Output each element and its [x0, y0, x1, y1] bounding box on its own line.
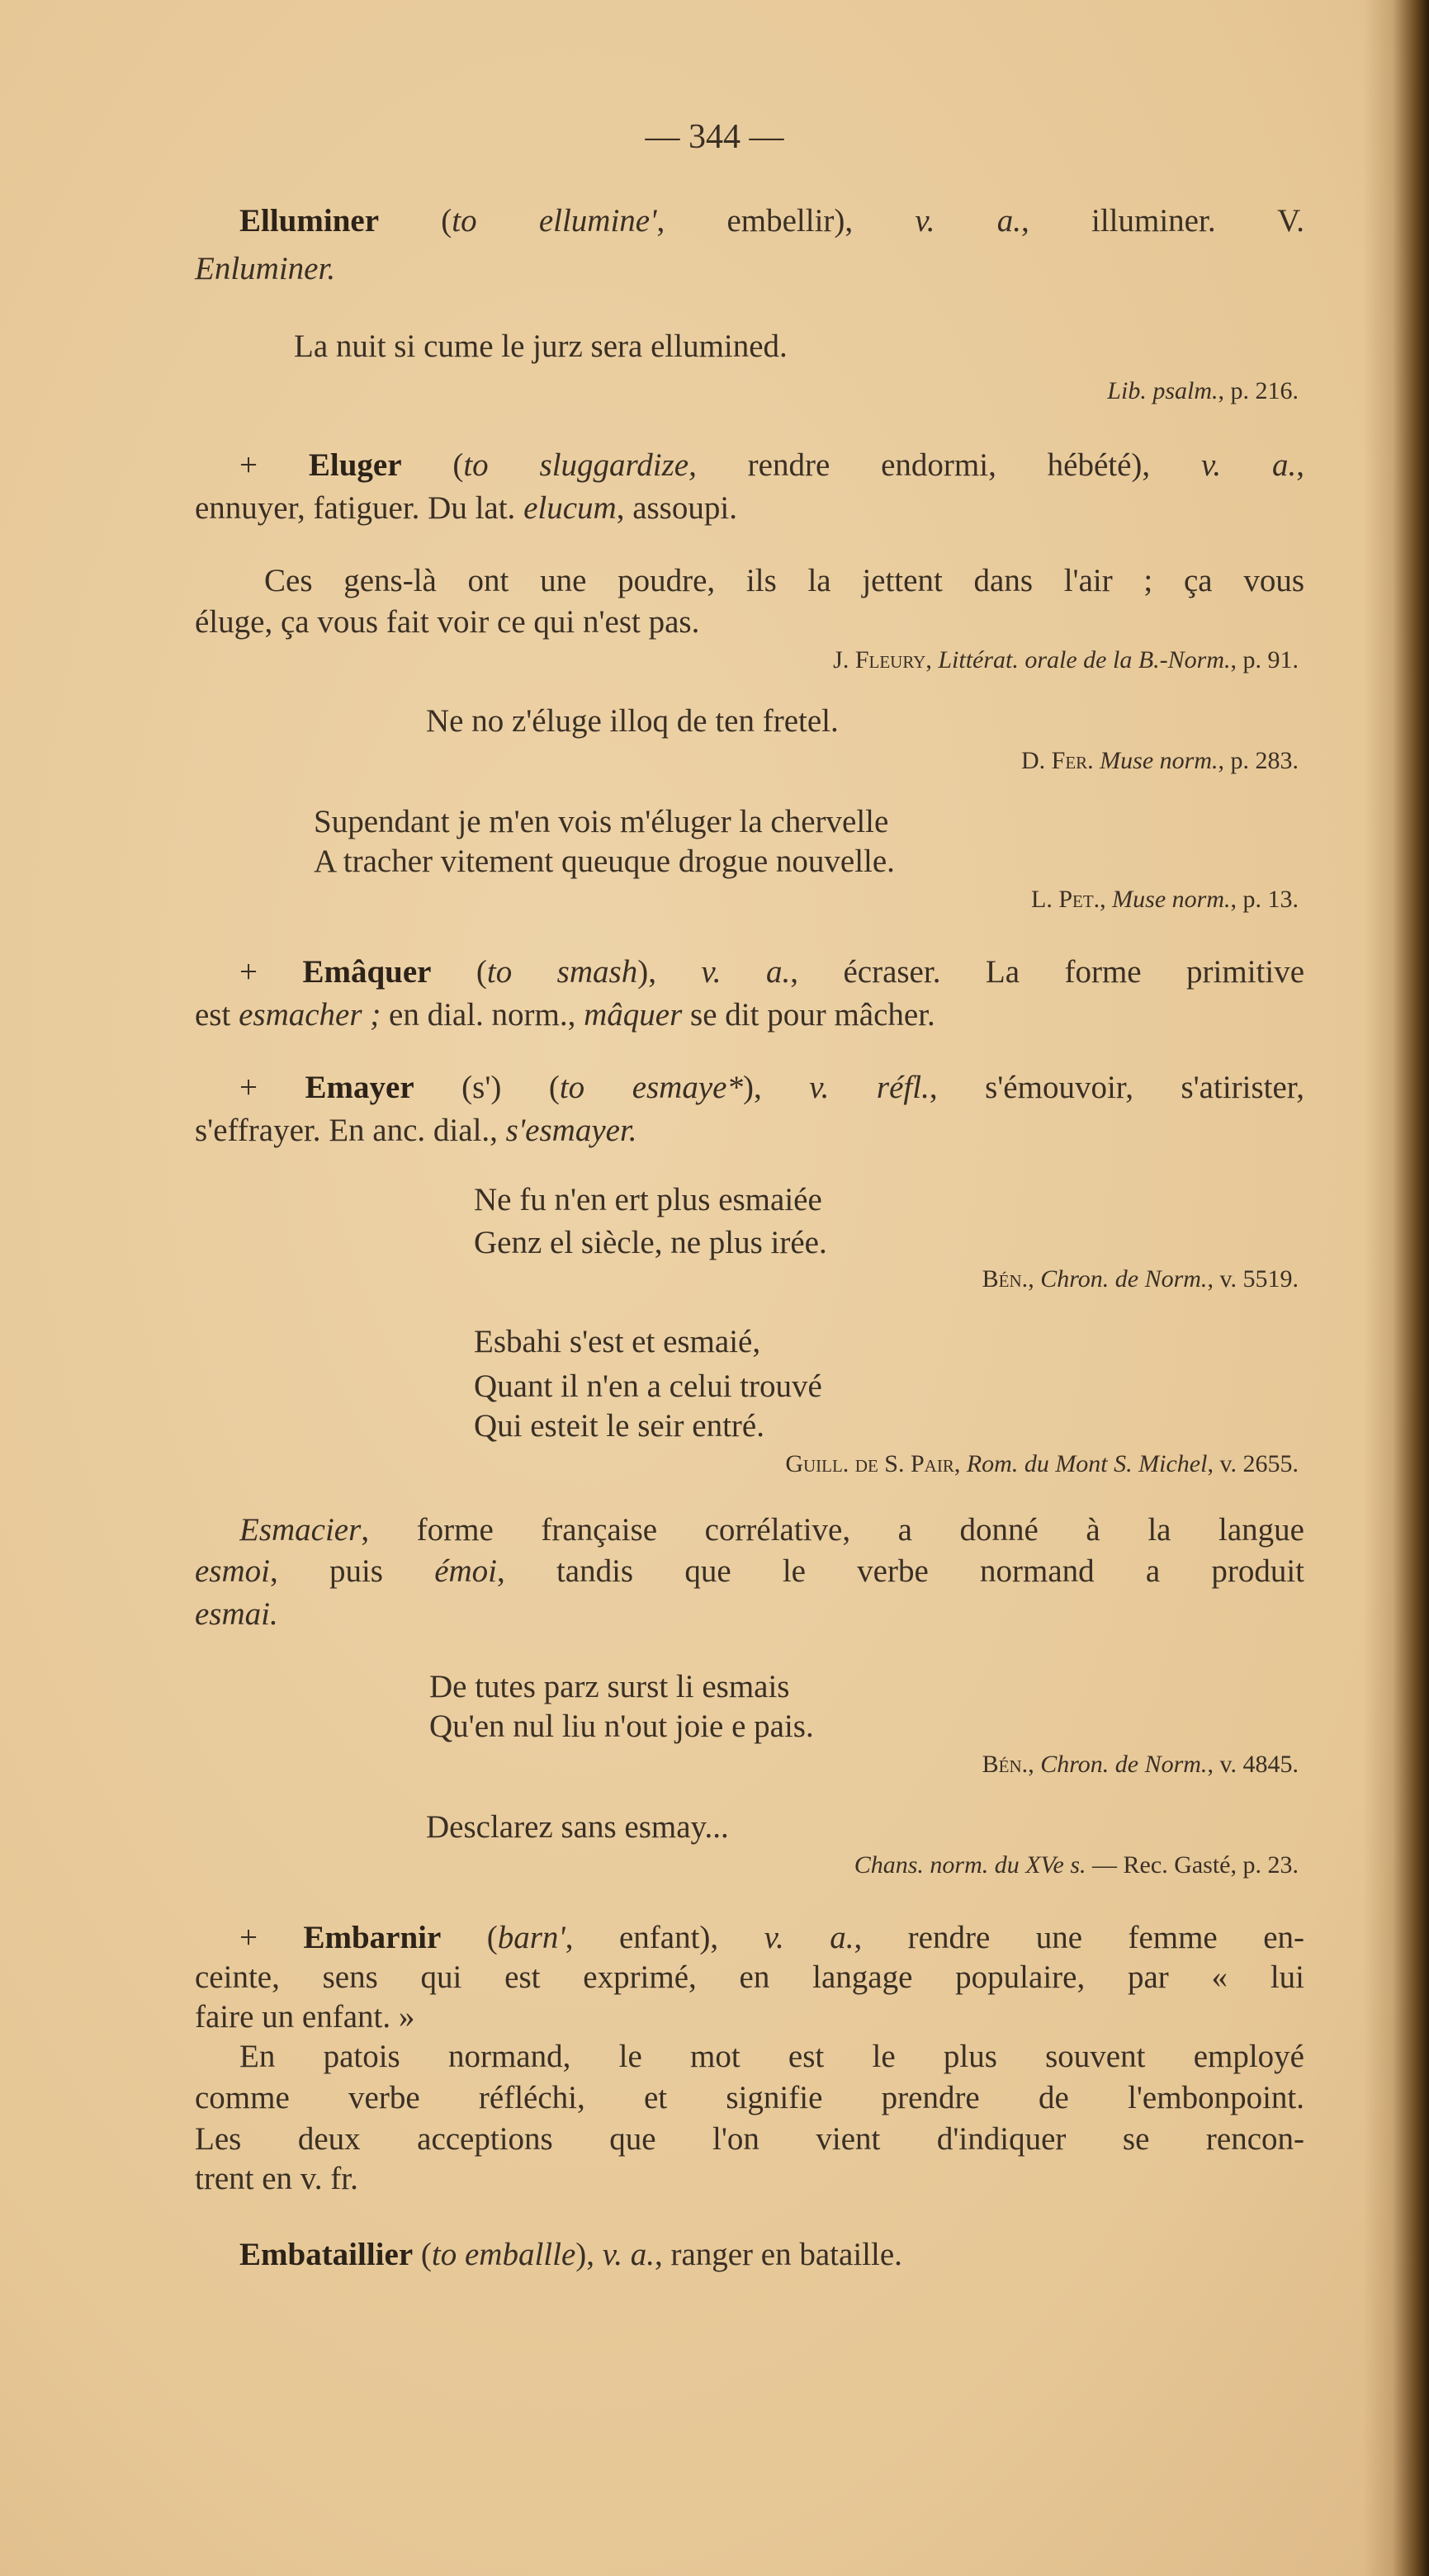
citation-line — [833, 640, 1299, 681]
headword: Embataillier — [239, 2237, 414, 2272]
text: , illuminer. V. — [1021, 203, 1304, 239]
text-line — [474, 1179, 822, 1221]
text: ( — [379, 203, 452, 239]
text: Ne fu n'en ert plus esmaiée — [474, 1182, 822, 1217]
text: , — [953, 1450, 967, 1477]
italic-text: to sluggardize, — [463, 447, 697, 483]
italic-text: v. a. — [915, 203, 1022, 239]
text: , v. 5519. — [1207, 1265, 1299, 1293]
text-line — [195, 2077, 1304, 2119]
italic-text: Lib. psalm. — [1107, 377, 1218, 404]
text-line — [314, 841, 895, 882]
text-line — [239, 2036, 1304, 2077]
text: ), — [575, 2237, 603, 2272]
italic-text: elucum — [523, 490, 617, 526]
citation-line — [785, 1444, 1299, 1485]
text: + — [239, 1920, 304, 1955]
text-line — [195, 2119, 1304, 2160]
text: ceinte, sens qui est exprimé, en langage populaire, par « lui — [195, 1959, 1304, 1995]
italic-text: émoi — [434, 1553, 497, 1589]
text: , puis — [270, 1553, 435, 1589]
citation-line — [1021, 740, 1299, 782]
text: , p. 216. — [1218, 377, 1299, 404]
text: , ranger en bataille. — [654, 2237, 902, 2272]
text: , embellir), — [656, 203, 916, 239]
text: Les deux acceptions que l'on vient d'indiquer se rencon- — [195, 2121, 1304, 2157]
text: , v. 2655. — [1207, 1450, 1299, 1477]
text: Qui esteit le seir entré. — [474, 1408, 764, 1444]
text: faire un enfant. » — [195, 1999, 415, 2035]
text: se dit pour mâcher. — [682, 997, 935, 1033]
text-line — [474, 1321, 760, 1363]
italic-text: Littérat. orale de la B.-Norm. — [938, 646, 1231, 674]
italic-text: mâquer — [584, 997, 683, 1033]
text: Quant il n'en a celui trouvé — [474, 1368, 822, 1404]
text: est — [195, 997, 239, 1033]
text: De tutes parz surst li esmais — [429, 1669, 790, 1704]
text: Esbahi s'est et esmaié, — [474, 1324, 761, 1359]
text-line — [195, 248, 335, 290]
text: ), — [637, 954, 702, 990]
author-name: Bén. — [982, 1265, 1029, 1293]
text: , tandis que le verbe normand a produit — [497, 1553, 1304, 1589]
text: , p. 91. — [1230, 646, 1299, 674]
text: s'effrayer. En anc. dial., — [195, 1113, 506, 1148]
text-line — [195, 995, 935, 1036]
text: (s') ( — [414, 1070, 560, 1105]
page-number — [0, 116, 1429, 158]
text: , — [925, 646, 939, 674]
text: En patois normand, le mot est le plus souvent employé — [239, 2039, 1304, 2074]
text: , — [1296, 447, 1304, 483]
text: Desclarez sans esmay... — [426, 1809, 729, 1845]
text: , forme française corrélative, a donné à la langue — [361, 1512, 1304, 1548]
text-line — [474, 1366, 822, 1407]
text: en dial. norm., — [381, 997, 584, 1033]
text: + — [239, 954, 303, 990]
italic-text: to esmaye* — [559, 1070, 743, 1105]
italic-text: v. réfl. — [809, 1070, 930, 1105]
text: Ces gens-là ont une poudre, ils la jettent dans l'air ; ça vous — [264, 563, 1304, 598]
text: , rendre une femme en- — [854, 1920, 1304, 1955]
book-binding-edge — [1363, 0, 1429, 2576]
text-line — [426, 701, 839, 742]
text: Genz el siècle, ne plus irée. — [474, 1225, 827, 1260]
text-line — [195, 1110, 637, 1151]
italic-text: Enluminer. — [195, 251, 336, 286]
text: trent en v. fr. — [195, 2161, 358, 2196]
italic-text: v. a. — [764, 1920, 854, 1955]
text: Qu'en nul liu n'out joie e pais. — [429, 1709, 814, 1744]
text: ( — [431, 954, 487, 990]
citation-line — [982, 1744, 1299, 1785]
italic-text: esmai. — [195, 1596, 278, 1632]
italic-text: Chron. de Norm. — [1040, 1265, 1208, 1293]
italic-text: s'esmayer. — [505, 1113, 637, 1148]
text: Ne no z'éluge illoq de ten fretel. — [426, 703, 839, 739]
headword: Elluminer — [239, 203, 380, 239]
text: , assoupi. — [616, 490, 737, 526]
italic-text: v. a. — [1201, 447, 1297, 483]
text-line — [264, 560, 1304, 602]
text: + — [239, 1070, 305, 1105]
text-line — [426, 1807, 729, 1848]
text-line — [195, 1551, 1304, 1592]
text: ), — [742, 1070, 810, 1105]
text: — 344 — — [645, 118, 784, 156]
italic-text: Chron. de Norm. — [1040, 1751, 1208, 1778]
italic-text: Esmacier — [239, 1512, 362, 1548]
text: ennuyer, fatiguer. Du lat. — [195, 490, 524, 526]
text: — Rec. Gasté, p. 23. — [1086, 1851, 1299, 1879]
text-line — [195, 1594, 278, 1635]
author-name: J. Fleury — [833, 646, 926, 674]
italic-text: Muse norm. — [1100, 747, 1218, 774]
italic-text: Chans. norm. du XVe s. — [854, 1851, 1086, 1879]
author-name: L. Pet. — [1031, 886, 1100, 913]
text-line — [429, 1666, 789, 1708]
headword: Emayer — [305, 1070, 414, 1105]
italic-text: v. a. — [701, 954, 791, 990]
italic-text: to emballle — [431, 2237, 576, 2272]
text-line — [195, 1957, 1304, 1998]
headword: Embarnir — [303, 1920, 442, 1955]
headword: Emâquer — [302, 954, 432, 990]
text-line — [314, 801, 888, 843]
text: , écraser. La forme primitive — [790, 954, 1304, 990]
text-line — [239, 1067, 1304, 1108]
text: rendre endormi, hébété), — [696, 447, 1201, 483]
text: ( — [441, 1920, 498, 1955]
text: , enfant), — [565, 1920, 764, 1955]
text: ( — [413, 2237, 432, 2272]
headword: Eluger — [308, 447, 402, 483]
text: , — [1028, 1265, 1041, 1293]
author-name: Guill. de S. Pair — [785, 1450, 954, 1477]
italic-text: esmacher ; — [239, 997, 381, 1033]
italic-text: Rom. du Mont S. Michel — [966, 1450, 1208, 1477]
author-name: D. Fer — [1020, 747, 1088, 774]
italic-text: Muse norm. — [1112, 886, 1231, 913]
text-line — [474, 1406, 764, 1447]
text-line — [239, 1917, 1304, 1959]
italic-text: to ellumine' — [452, 203, 657, 239]
text: , s'émouvoir, s'atirister, — [929, 1070, 1304, 1105]
text: , — [1100, 886, 1113, 913]
text: , v. 4845. — [1207, 1751, 1299, 1778]
text: A tracher vitement queuque drogue nouvelle. — [314, 844, 895, 879]
text: éluge, ça vous fait voir ce qui n'est pas. — [195, 604, 700, 640]
italic-text: v. a. — [602, 2237, 655, 2272]
text-line — [239, 445, 1304, 486]
text: . — [1087, 747, 1100, 774]
text-line — [239, 952, 1304, 993]
italic-text: to smash — [486, 954, 638, 990]
text: , — [1028, 1751, 1041, 1778]
text-line — [239, 2234, 902, 2276]
citation-line — [854, 1845, 1299, 1886]
italic-text: barn' — [497, 1920, 565, 1955]
text: La nuit si cume le jurz sera ellumined. — [294, 328, 788, 364]
text: + — [239, 447, 309, 483]
text-line — [474, 1222, 827, 1264]
author-name: Bén. — [982, 1751, 1029, 1778]
text: ( — [401, 447, 464, 483]
citation-line — [982, 1259, 1299, 1300]
text-line — [294, 326, 788, 367]
text-line — [239, 201, 1304, 242]
text-line — [195, 2158, 358, 2200]
text: , p. 13. — [1230, 886, 1299, 913]
text-line — [195, 488, 737, 529]
text-line — [195, 602, 699, 643]
text-line — [429, 1706, 814, 1747]
text: Supendant je m'en vois m'éluger la chervelle — [314, 804, 889, 839]
citation-line — [1031, 879, 1299, 920]
text-line — [239, 1510, 1304, 1551]
text: comme verbe réfléchi, et signifie prendre de l'embonpoint. — [195, 2080, 1304, 2115]
text: , p. 283. — [1218, 747, 1299, 774]
citation-line — [1107, 371, 1299, 412]
text-line — [195, 1997, 414, 2038]
italic-text: esmoi — [195, 1553, 270, 1589]
